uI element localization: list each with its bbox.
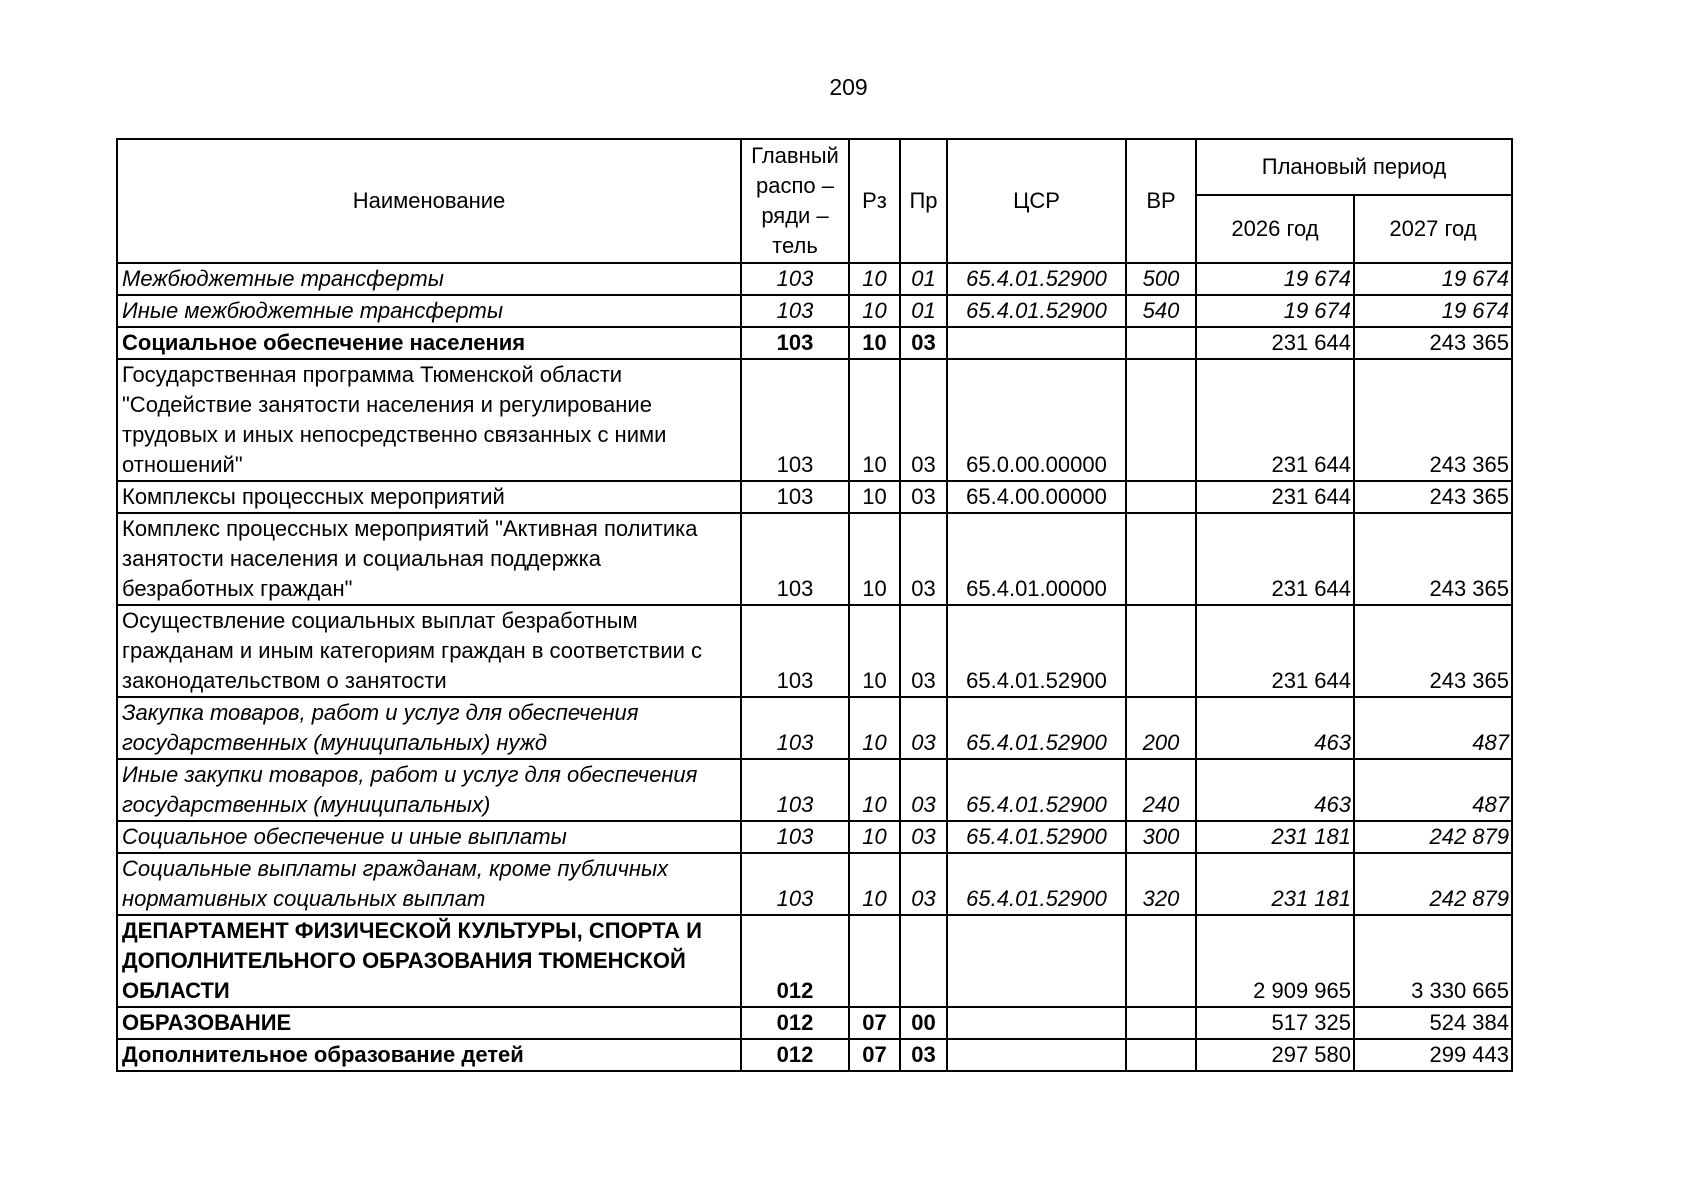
cell-rz: 10	[849, 295, 900, 327]
cell-2027: 243 365	[1354, 481, 1512, 513]
header-main-manager-line: тель	[772, 233, 818, 258]
cell-name: ОБРАЗОВАНИЕ	[117, 1007, 741, 1039]
cell-csr: 65.4.01.52900	[947, 697, 1126, 759]
cell-2026: 2 909 965	[1196, 915, 1354, 1007]
cell-2026: 19 674	[1196, 295, 1354, 327]
cell-pr: 03	[900, 481, 947, 513]
table-header	[117, 139, 1512, 263]
cell-2026: 231 644	[1196, 481, 1354, 513]
table-row	[117, 697, 1512, 759]
table-row	[117, 1007, 1512, 1039]
header-year-2027: 2027 год	[1354, 195, 1512, 263]
cell-main-manager: 103	[741, 513, 849, 605]
cell-name: Социальное обеспечение населения	[117, 327, 741, 359]
cell-name: Закупка товаров, работ и услуг для обеспечения государственных (муниципальных) нужд	[117, 697, 741, 759]
cell-csr: 65.4.01.52900	[947, 263, 1126, 295]
cell-2026: 19 674	[1196, 263, 1354, 295]
cell-pr: 03	[900, 1039, 947, 1071]
cell-rz: 07	[849, 1007, 900, 1039]
cell-name: Осуществление социальных выплат безработным гражданам и иным категориям граждан в соответствии с законодательством о занятости	[117, 605, 741, 697]
cell-csr: 65.4.01.00000	[947, 513, 1126, 605]
cell-csr: 65.4.01.52900	[947, 295, 1126, 327]
table-row	[117, 821, 1512, 853]
cell-vr	[1126, 605, 1196, 697]
table-row	[117, 327, 1512, 359]
cell-csr: 65.4.01.52900	[947, 853, 1126, 915]
header-csr: ЦСР	[947, 139, 1126, 263]
header-planned-period: Плановый период	[1196, 139, 1512, 195]
cell-rz: 10	[849, 605, 900, 697]
cell-2026: 231 644	[1196, 359, 1354, 481]
cell-main-manager: 103	[741, 263, 849, 295]
cell-name: Комплексы процессных мероприятий	[117, 481, 741, 513]
cell-rz: 10	[849, 359, 900, 481]
cell-pr: 03	[900, 821, 947, 853]
cell-2027: 3 330 665	[1354, 915, 1512, 1007]
cell-main-manager: 103	[741, 697, 849, 759]
cell-main-manager: 103	[741, 853, 849, 915]
header-main-manager-line: распо –	[756, 173, 834, 198]
cell-vr	[1126, 915, 1196, 1007]
cell-rz: 10	[849, 853, 900, 915]
cell-name: Межбюджетные трансферты	[117, 263, 741, 295]
cell-rz: 10	[849, 697, 900, 759]
cell-main-manager: 103	[741, 605, 849, 697]
table-row	[117, 605, 1512, 697]
cell-2027: 243 365	[1354, 605, 1512, 697]
cell-vr: 240	[1126, 759, 1196, 821]
page-number: 209	[829, 74, 868, 100]
cell-main-manager: 012	[741, 1007, 849, 1039]
header-main-manager-line: ряди –	[761, 203, 829, 228]
cell-vr	[1126, 513, 1196, 605]
cell-vr	[1126, 1039, 1196, 1071]
table-body	[117, 263, 1512, 1071]
cell-2027: 19 674	[1354, 263, 1512, 295]
cell-rz: 10	[849, 481, 900, 513]
cell-2026: 463	[1196, 697, 1354, 759]
cell-main-manager: 103	[741, 295, 849, 327]
cell-2027: 487	[1354, 759, 1512, 821]
cell-main-manager: 103	[741, 481, 849, 513]
cell-name: Иные закупки товаров, работ и услуг для обеспечения государственных (муниципальных)	[117, 759, 741, 821]
cell-rz: 10	[849, 513, 900, 605]
cell-vr	[1126, 359, 1196, 481]
cell-vr: 200	[1126, 697, 1196, 759]
cell-main-manager: 103	[741, 759, 849, 821]
cell-rz: 07	[849, 1039, 900, 1071]
header-vr: ВР	[1126, 139, 1196, 263]
cell-rz	[849, 915, 900, 1007]
cell-pr: 03	[900, 359, 947, 481]
cell-csr: 65.4.01.52900	[947, 759, 1126, 821]
cell-pr: 01	[900, 263, 947, 295]
cell-csr	[947, 915, 1126, 1007]
cell-2026: 231 181	[1196, 821, 1354, 853]
cell-pr: 03	[900, 605, 947, 697]
cell-main-manager: 012	[741, 1039, 849, 1071]
cell-main-manager: 103	[741, 359, 849, 481]
cell-csr: 65.0.00.00000	[947, 359, 1126, 481]
cell-name: Социальные выплаты гражданам, кроме публичных нормативных социальных выплат	[117, 853, 741, 915]
cell-name: Социальное обеспечение и иные выплаты	[117, 821, 741, 853]
cell-2027: 243 365	[1354, 359, 1512, 481]
cell-vr	[1126, 1007, 1196, 1039]
budget-table	[116, 138, 1513, 1072]
table-row	[117, 1039, 1512, 1071]
table-row	[117, 263, 1512, 295]
cell-rz: 10	[849, 759, 900, 821]
header-year-2026: 2026 год	[1196, 195, 1354, 263]
table-row	[117, 359, 1512, 481]
cell-name: Иные межбюджетные трансферты	[117, 295, 741, 327]
cell-csr: 65.4.01.52900	[947, 821, 1126, 853]
cell-2026: 231 644	[1196, 513, 1354, 605]
cell-2027: 524 384	[1354, 1007, 1512, 1039]
cell-pr: 03	[900, 759, 947, 821]
cell-2027: 243 365	[1354, 327, 1512, 359]
cell-pr: 03	[900, 853, 947, 915]
table-row	[117, 759, 1512, 821]
cell-2027: 242 879	[1354, 853, 1512, 915]
cell-rz: 10	[849, 821, 900, 853]
cell-main-manager: 012	[741, 915, 849, 1007]
cell-name: Комплекс процессных мероприятий "Активная политика занятости населения и социальная поддержка безработных граждан"	[117, 513, 741, 605]
cell-vr	[1126, 327, 1196, 359]
cell-vr: 320	[1126, 853, 1196, 915]
cell-2026: 297 580	[1196, 1039, 1354, 1071]
cell-vr: 500	[1126, 263, 1196, 295]
header-main-manager	[741, 139, 849, 263]
header-name: Наименование	[117, 139, 741, 263]
cell-vr: 540	[1126, 295, 1196, 327]
cell-2026: 517 325	[1196, 1007, 1354, 1039]
cell-vr	[1126, 481, 1196, 513]
cell-csr	[947, 327, 1126, 359]
cell-main-manager: 103	[741, 821, 849, 853]
cell-pr	[900, 915, 947, 1007]
cell-csr: 65.4.01.52900	[947, 605, 1126, 697]
table-row	[117, 853, 1512, 915]
table-row	[117, 513, 1512, 605]
cell-pr: 03	[900, 327, 947, 359]
cell-pr: 03	[900, 513, 947, 605]
cell-csr	[947, 1039, 1126, 1071]
table-row	[117, 295, 1512, 327]
cell-pr: 03	[900, 697, 947, 759]
cell-2026: 231 644	[1196, 327, 1354, 359]
cell-pr: 01	[900, 295, 947, 327]
cell-2026: 463	[1196, 759, 1354, 821]
cell-2026: 231 181	[1196, 853, 1354, 915]
cell-name: Дополнительное образование детей	[117, 1039, 741, 1071]
header-rz: Рз	[849, 139, 900, 263]
cell-2027: 299 443	[1354, 1039, 1512, 1071]
cell-2026: 231 644	[1196, 605, 1354, 697]
cell-name: ДЕПАРТАМЕНТ ФИЗИЧЕСКОЙ КУЛЬТУРЫ, СПОРТА И ДОПОЛНИТЕЛЬНОГО ОБРАЗОВАНИЯ ТЮМЕНСКОЙ ОБЛАСТИ	[117, 915, 741, 1007]
cell-name: Государственная программа Тюменской области "Содействие занятости населения и регулирование трудовых и иных непосредственно связанных с ними отношений"	[117, 359, 741, 481]
cell-pr: 00	[900, 1007, 947, 1039]
header-main-manager-line: Главный	[751, 143, 839, 168]
table-row	[117, 915, 1512, 1007]
cell-2027: 487	[1354, 697, 1512, 759]
cell-csr: 65.4.00.00000	[947, 481, 1126, 513]
table-row	[117, 481, 1512, 513]
cell-vr: 300	[1126, 821, 1196, 853]
cell-main-manager: 103	[741, 327, 849, 359]
cell-2027: 19 674	[1354, 295, 1512, 327]
cell-2027: 242 879	[1354, 821, 1512, 853]
cell-rz: 10	[849, 327, 900, 359]
header-pr: Пр	[900, 139, 947, 263]
cell-2027: 243 365	[1354, 513, 1512, 605]
cell-rz: 10	[849, 263, 900, 295]
cell-csr	[947, 1007, 1126, 1039]
